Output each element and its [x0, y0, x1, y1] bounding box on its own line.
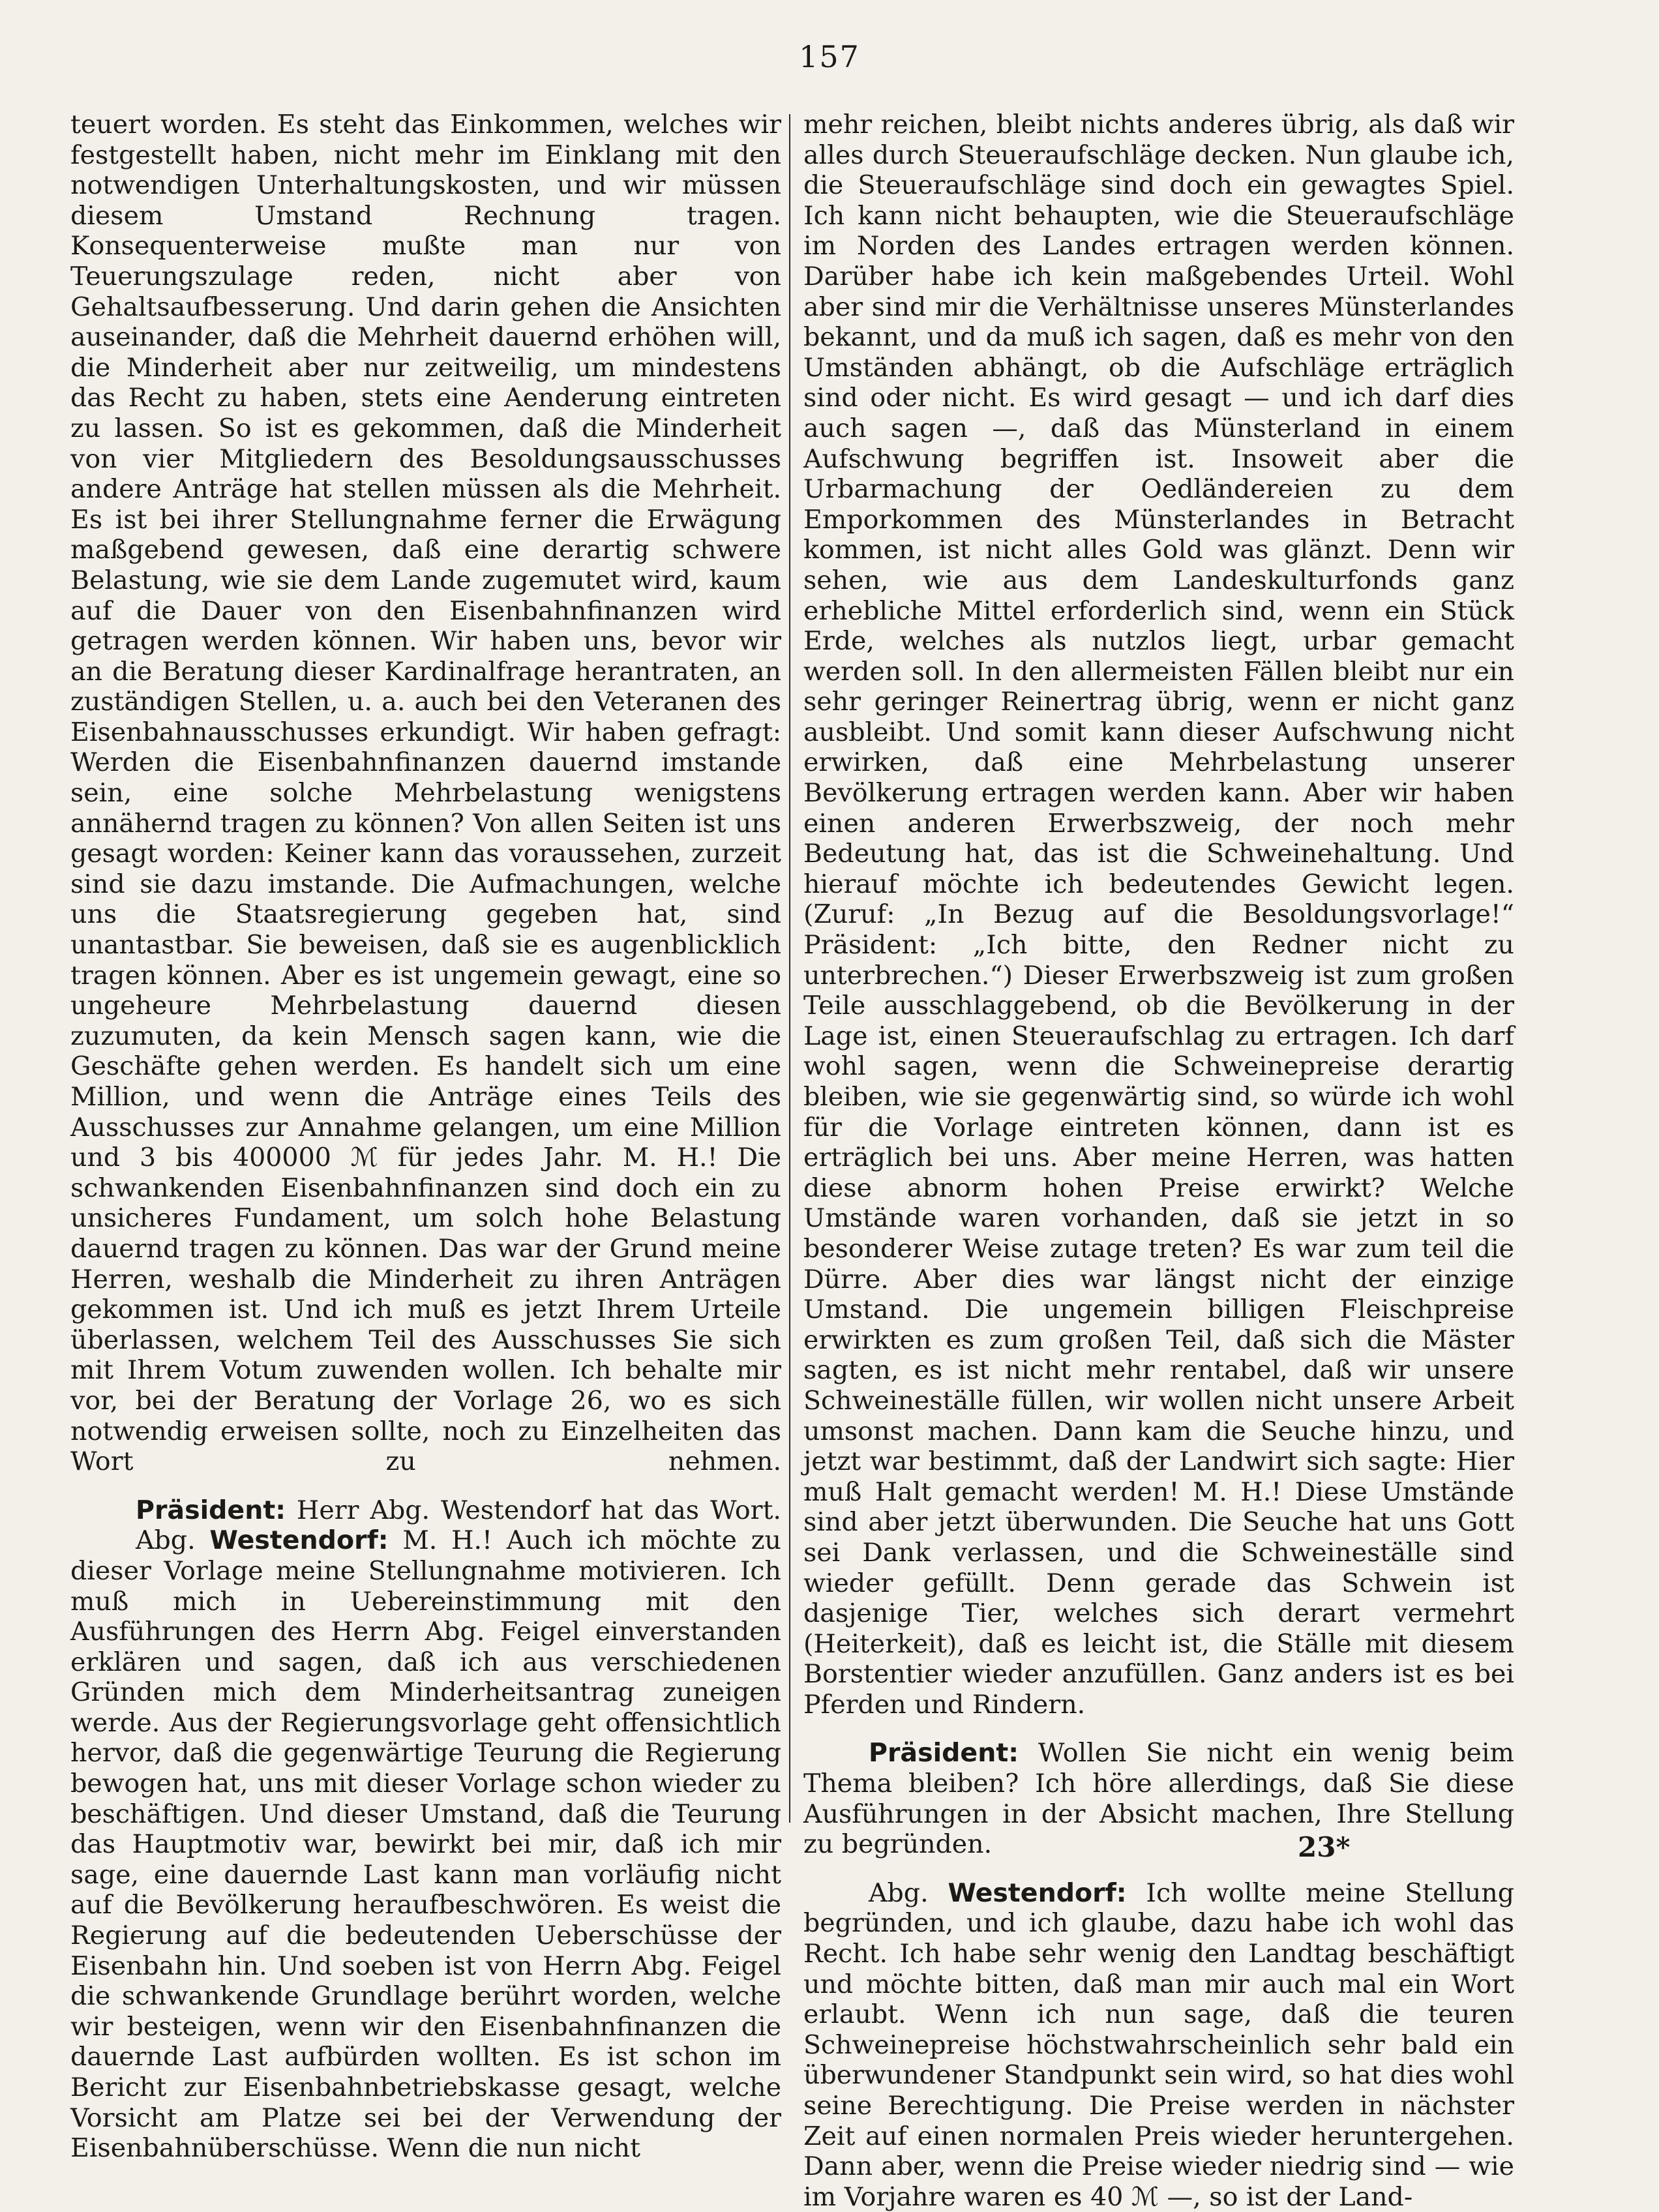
speaker-prefix: Abg. — [136, 1525, 210, 1556]
page-number: 157 — [799, 39, 860, 74]
speech-text: Wollen Sie nicht ein wenig beim Thema bleiben? Ich höre allerdings, daß Sie diese Ausführungen in der Absicht machen, Ihre Stellung zu begründen. — [803, 1738, 1514, 1860]
sheet-signature: 23* — [1298, 1831, 1351, 1863]
speaker-prefix: Abg. — [869, 1877, 948, 1908]
paragraph-left-3 — [70, 1525, 781, 2163]
speaker-name: Westendorf: — [948, 1877, 1127, 1908]
column-divider — [789, 114, 790, 1823]
paragraph-left-1: teuert worden. Es steht das Einkommen, welches wir festgestellt haben, nicht mehr im Einklang mit den notwendigen Unterhaltungskosten, und wir müssen diesem Umstand Rechnung tragen. Konsequenterweise mußte man nur von Teuerungszulage reden, nicht aber von Gehaltsaufbesserung. Und darin gehen die Ansichten auseinander, daß die Mehrheit dauernd erhöhen will, die Minderheit aber nur zeitweilig, um mindestens das Recht zu haben, stets eine Aenderung eintreten zu lassen. So ist es gekommen, daß die Minderheit von vier Mitgliedern des Besoldungsausschusses andere Anträge hat stellen müssen als die Mehrheit. Es ist bei ihrer Stellungnahme ferner die Erwägung maßgebend gewesen, daß eine derartig schwere Belastung, wie sie dem Lande zugemutet wird, kaum auf die Dauer von den Eisenbahnfinanzen wird getragen werden können. Wir haben uns, bevor wir an die Beratung dieser Kardinalfrage herantraten, an zuständigen Stellen, u. a. auch bei den Veteranen des Eisenbahnausschusses erkundigt. Wir haben gefragt: Werden die Eisenbahnfinanzen dauernd imstande sein, eine solche Mehrbelastung wenigstens annähernd tragen zu können? Von allen Seiten ist uns gesagt worden: Keiner kann das voraussehen, zurzeit sind sie dazu imstande. Die Aufmachungen, welche uns die Staatsregierung gegeben hat, sind unantastbar. Sie beweisen, daß sie es augenblicklich tragen können. Aber es ist ungemein gewagt, eine so ungeheure Mehrbelastung dauernd diesen zuzumuten, da kein Mensch sagen kann, wie die Geschäfte gehen werden. Es handelt sich um eine Million, und wenn die Anträge eines Teils des Ausschusses zur Annahme gelangen, um eine Million und 3 bis 400000 ℳ für jedes Jahr. M. H.! Die schwankenden Eisenbahnfinanzen sind doch ein zu unsicheres Fundament, um solch hohe Belastung dauernd tragen zu können. Das war der Grund meine Herren, weshalb die Minderheit zu ihren Anträgen gekommen ist. Und ich muß es jetzt Ihrem Urteile überlassen, welchem Teil des Ausschusses Sie sich mit Ihrem Votum zuwenden wollen. Ich behalte mir vor, bei der Beratung der Vorlage 26, wo es sich notwendig erweisen sollte, noch zu Einzelheiten das Wort zu nehmen. — [70, 110, 781, 1477]
paragraph-right-3 — [803, 1878, 1514, 2212]
speaker-name: Westendorf: — [209, 1525, 389, 1556]
speech-text: Herr Abg. Westendorf hat das Wort. — [286, 1495, 781, 1525]
paragraph-right-1: mehr reichen, bleibt nichts anderes übrig, als daß wir alles durch Steueraufschläge decken. Nun glaube ich, die Steueraufschläge sind doch ein gewagtes Spiel. Ich kann nicht behaupten, wie die Steueraufschläge im Norden des Landes ertragen werden können. Darüber habe ich kein maßgebendes Urteil. Wohl aber sind mir die Verhältnisse unseres Münsterlandes bekannt, und da muß ich sagen, daß es mehr von den Umständen abhängt, ob die Aufschläge erträglich sind oder nicht. Es wird gesagt — und ich darf dies auch sagen —, daß das Münsterland in einem Aufschwung begriffen ist. Insoweit aber die Urbarmachung der Oedländereien zu dem Emporkommen des Münsterlandes in Betracht kommen, ist nicht alles Gold was glänzt. Denn wir sehen, wie aus dem Landeskulturfonds ganz erhebliche Mittel erforderlich sind, wenn ein Stück Erde, welches als nutzlos liegt, urbar gemacht werden soll. In den allermeisten Fällen bleibt nur ein sehr geringer Reinertrag übrig, wenn er nicht ganz ausbleibt. Und somit kann dieser Aufschwung nicht erwirken, daß eine Mehrbelastung unserer Bevölkerung ertragen werden kann. Aber wir haben einen anderen Erwerbszweig, der noch mehr Bedeutung hat, das ist die Schweinehaltung. Und hierauf möchte ich bedeutendes Gewicht legen. (Zuruf: „In Bezug auf die Besoldungsvorlage!“ Präsident: „Ich bitte, den Redner nicht zu unterbrechen.“) Dieser Erwerbszweig ist zum großen Teile ausschlaggebend, ob die Bevölkerung in der Lage ist, einen Steueraufschlag zu ertragen. Ich darf wohl sagen, wenn die Schweinepreise derartig bleiben, wie sie gegenwärtig sind, so würde ich wohl für die Vorlage eintreten können, dann ist es erträglich bei uns. Aber meine Herren, was hatten diese abnorm hohen Preise erwirkt? Welche Umstände waren vorhanden, daß sie jetzt in so besonderer Weise zutage treten? Es war zum teil die Dürre. Aber dies war längst nicht der einzige Umstand. Die ungemein billigen Fleischpreise erwirkten es zum großen Teil, daß sich die Mäster sagten, es ist nicht mehr rentabel, daß wir unsere Schweineställe füllen, wir wollen nicht unsere Arbeit umsonst machen. Dann kam die Seuche hinzu, und jetzt war bestimmt, daß der Landwirt sich sagte: Hier muß Halt gemacht werden! M. H.! Diese Umstände sind aber jetzt überwunden. Die Seuche hat uns Gott sei Dank verlassen, und die Schweineställe sind wieder gefüllt. Denn gerade das Schwein ist dasjenige Tier, welches sich derart vermehrt (Heiterkeit), daß es leicht ist, die Ställe mit diesem Borstentier wieder anzufüllen. Ganz anders ist es bei Pferden und Rindern. — [803, 110, 1514, 1720]
speech-text: Ich wollte meine Stellung begründen, und ich glaube, dazu habe ich wohl das Recht. Ich habe sehr wenig den Landtag beschäftigt und möchte bitten, daß man mir auch mal ein Wort erlaubt. Wenn ich nun sage, daß die teuren Schweinepreise höchstwahrscheinlich sehr bald ein überwundener Standpunkt sein wird, so hat dies wohl seine Berechtigung. Die Preise werden in nächster Zeit auf einen normalen Preis wieder heruntergehen. Dann aber, wenn die Preise wieder niedrig sind — wie im Vorjahre waren es 40 ℳ —, so ist der Land- — [803, 1877, 1514, 2212]
paragraph-left-2 — [70, 1495, 781, 1526]
right-column — [803, 110, 1514, 2212]
speaker-name: Präsident: — [869, 1738, 1019, 1769]
paragraph-right-2 — [803, 1738, 1514, 1859]
speech-text: M. H.! Auch ich möchte zu dieser Vorlage meine Stellungnahme motivieren. Ich muß mich in Uebereinstimmung mit den Ausführungen des Herrn Abg. Feigel einverstanden erklären und sagen, daß ich aus verschiedenen Gründen mich dem Minderheitsantrag zuneigen werde. Aus der Regierungsvorlage geht offensichtlich hervor, daß die gegenwärtige Teurung die Regierung bewogen hat, uns mit dieser Vorlage schon wieder zu beschäftigen. Und dieser Umstand, daß die Teurung das Hauptmotiv war, bewirkt bei mir, daß ich mir sage, eine dauernde Last kann man vorläufig nicht auf die Bevölkerung heraufbeschwören. Es weist die Regierung auf die bedeutenden Ueberschüsse der Eisenbahn hin. Und soeben ist von Herrn Abg. Feigel die schwankende Grundlage berührt worden, welche wir besteigen, wenn wir den Eisenbahnfinanzen die dauernde Last aufbürden wollten. Es ist schon im Bericht zur Eisenbahnbetriebskasse gesagt, welche Vorsicht am Platze sei bei der Verwendung der Eisenbahnüberschüsse. Wenn die nun nicht — [70, 1525, 782, 2164]
left-column — [70, 110, 781, 2164]
speaker-name: Präsident: — [136, 1495, 286, 1525]
